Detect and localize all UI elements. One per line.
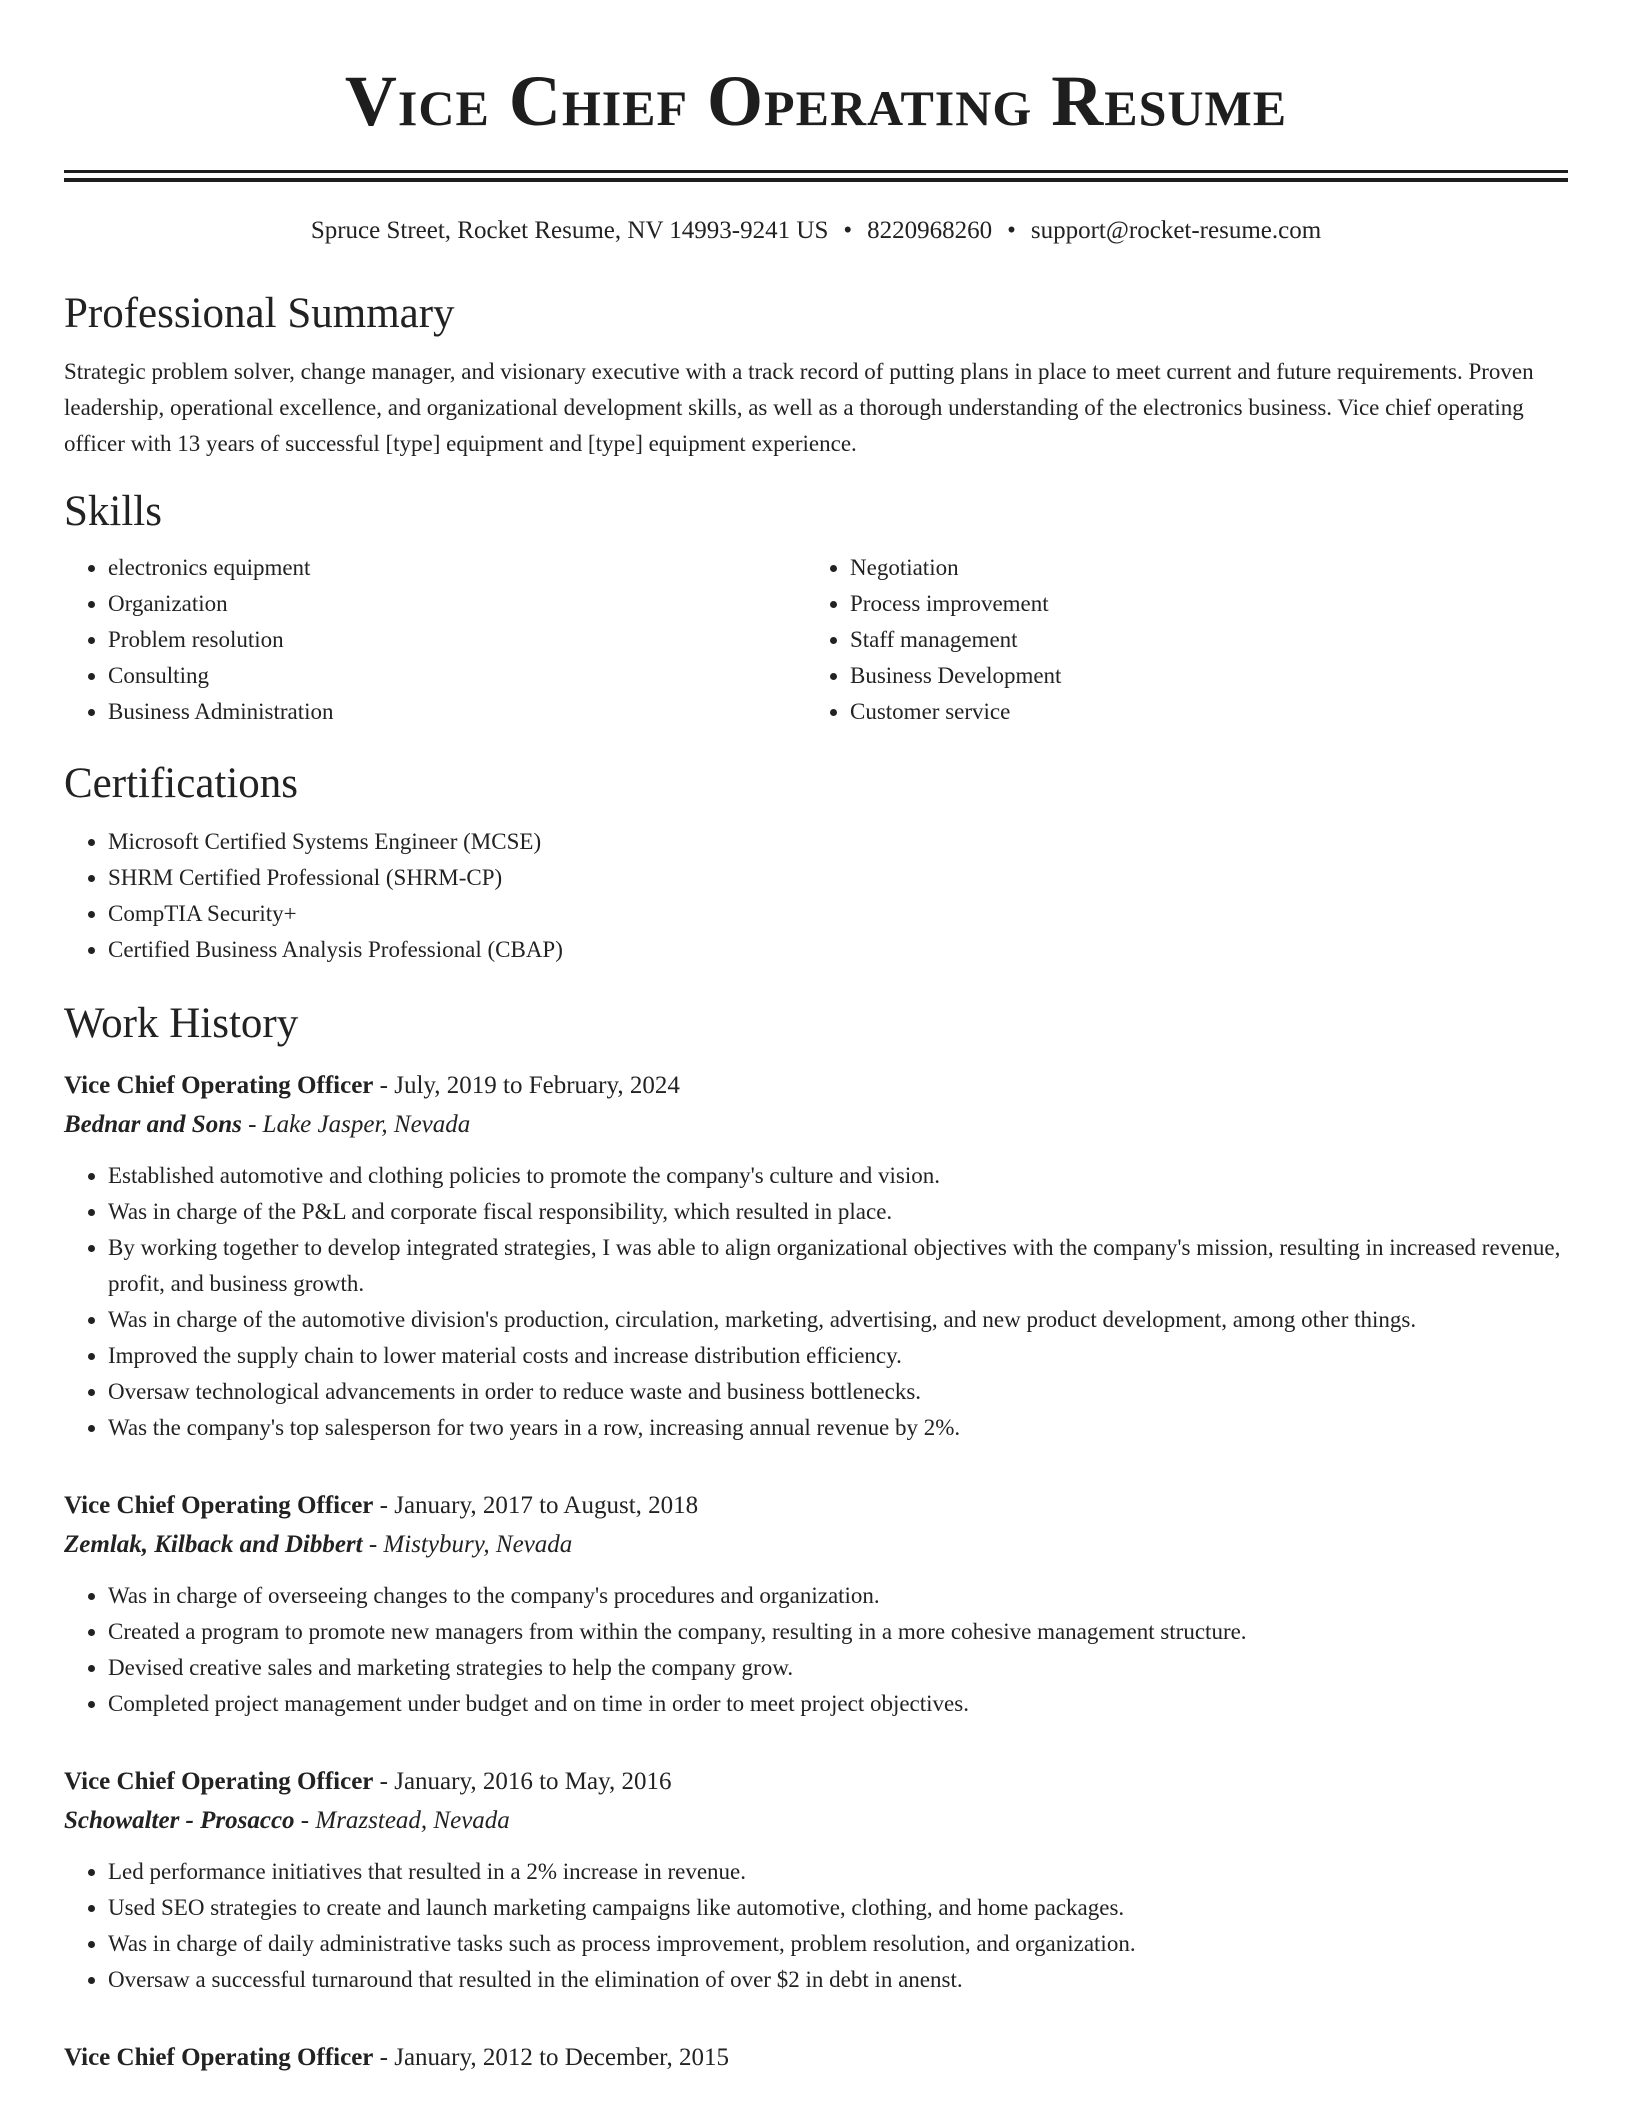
job-bullet: • Used SEO strategies to create and launch marketing campaigns like automotive, clothing, and home packages. [108, 1890, 1568, 1926]
job-dates: - January, 2016 to May, 2016 [373, 1768, 672, 1795]
job-bullet: • Completed project management under budget and on time in order to meet project objectives. [108, 1686, 1568, 1722]
job-company-line [64, 1802, 1568, 1840]
job-bullet: • By working together to develop integrated strategies, I was able to align organizational objectives with the company's mission, resulting in increased revenue, profit, and business growth. [108, 1230, 1568, 1302]
job-bullets [64, 1158, 1568, 1446]
skill-item: • Consulting [108, 658, 806, 694]
job-bullet: • Was in charge of daily administrative tasks such as process improvement, problem resolution, and organization. [108, 1926, 1568, 1962]
header-divider-bottom [64, 178, 1568, 182]
job-title-line [64, 1486, 1568, 1526]
skills-grid [64, 550, 1568, 730]
certification-item: • Microsoft Certified Systems Engineer (MCSE) [108, 824, 1568, 860]
job-company-line [64, 1106, 1568, 1144]
skills-list-left [64, 550, 806, 730]
job-company: Bednar and Sons [64, 1111, 242, 1138]
job-bullet: • Created a program to promote new managers from within the company, resulting in a more cohesive management structure. [108, 1614, 1568, 1650]
certifications-list [64, 824, 1568, 968]
contact-line [64, 216, 1568, 246]
work-history-heading: Work History [64, 1000, 299, 1047]
job-bullet: • Led performance initiatives that resulted in a 2% increase in revenue. [108, 1854, 1568, 1890]
job-company-line [64, 1526, 1568, 1564]
job-location: - Mrazstead, Nevada [294, 1807, 510, 1834]
certification-item: • CompTIA Security+ [108, 896, 1568, 932]
job-bullet: • Oversaw technological advancements in order to reduce waste and business bottlenecks. [108, 1374, 1568, 1410]
job-entry [64, 1066, 1568, 1446]
skill-item: • Customer service [850, 694, 1548, 730]
job-title-line [64, 2038, 1568, 2078]
job-dates: - July, 2019 to February, 2024 [373, 1072, 680, 1099]
job-role: Vice Chief Operating Officer [64, 1072, 374, 1099]
job-bullet: • Was in charge of the P&L and corporate fiscal responsibility, which resulted in place. [108, 1194, 1568, 1230]
job-dates: - January, 2012 to December, 2015 [373, 2044, 729, 2071]
contact-separator: • [1007, 217, 1016, 244]
job-bullet: • Improved the supply chain to lower material costs and increase distribution efficiency. [108, 1338, 1568, 1374]
job-entry [64, 1486, 1568, 1722]
header-divider-top [64, 170, 1568, 173]
skill-item: • Business Administration [108, 694, 806, 730]
job-entry [64, 2038, 1568, 2078]
skill-item: • Organization [108, 586, 806, 622]
job-bullet: • Was in charge of overseeing changes to the company's procedures and organization. [108, 1578, 1568, 1614]
summary-heading: Professional Summary [64, 290, 455, 337]
skill-item: • Problem resolution [108, 622, 806, 658]
job-bullet: • Oversaw a successful turnaround that resulted in the elimination of over $2 in debt in anenst. [108, 1962, 1568, 1998]
contact-email[interactable]: support@rocket-resume.com [1030, 217, 1322, 244]
certifications-heading: Certifications [64, 760, 299, 807]
skills-list-right [806, 550, 1548, 730]
skills-section [64, 486, 1568, 730]
skills-heading: Skills [64, 488, 162, 535]
skill-item: • electronics equipment [108, 550, 806, 586]
summary-section [64, 288, 1568, 462]
skill-item: • Business Development [850, 658, 1548, 694]
job-bullets [64, 1854, 1568, 1998]
skill-item: • Process improvement [850, 586, 1548, 622]
skill-item: • Staff management [850, 622, 1548, 658]
skill-item: • Negotiation [850, 550, 1548, 586]
job-location: - Lake Jasper, Nevada [241, 1111, 471, 1138]
resume-title: Vice Chief Operating Resume [344, 61, 1288, 141]
certifications-section [64, 758, 1568, 968]
job-title-line [64, 1762, 1568, 1802]
contact-separator: • [843, 217, 853, 244]
job-role: Vice Chief Operating Officer [64, 1768, 374, 1795]
job-location: - Mistybury, Nevada [362, 1531, 573, 1558]
job-bullet: • Established automotive and clothing policies to promote the company's culture and vision. [108, 1158, 1568, 1194]
job-company: Schowalter - Prosacco [64, 1807, 295, 1834]
job-role: Vice Chief Operating Officer [64, 1492, 374, 1519]
contact-address: Spruce Street, Rocket Resume, NV 14993-9241 US [310, 217, 829, 244]
job-entry [64, 1762, 1568, 1998]
job-title-line [64, 1066, 1568, 1106]
summary-text: Strategic problem solver, change manager, and visionary executive with a track record of putting plans in place to meet current and future requirements. Proven leadership, operational excellence, and organizational development skills, as well as a thorough understanding of the electronics business. Vice chief operating officer with 13 years of successful [type] equipment and [type] equipment experience. [64, 359, 1534, 456]
job-bullet: • Was the company's top salesperson for two years in a row, increasing annual revenue by 2%. [108, 1410, 1568, 1446]
job-bullet: • Devised creative sales and marketing strategies to help the company grow. [108, 1650, 1568, 1686]
job-dates: - January, 2017 to August, 2018 [373, 1492, 699, 1519]
job-bullets [64, 1578, 1568, 1722]
job-company: Zemlak, Kilback and Dibbert [64, 1531, 363, 1558]
job-role: Vice Chief Operating Officer [64, 2044, 374, 2071]
work-history-section [64, 998, 1568, 2078]
certification-item: • Certified Business Analysis Professional (CBAP) [108, 932, 1568, 968]
contact-phone: 8220968260 [867, 217, 993, 244]
job-bullet: • Was in charge of the automotive division's production, circulation, marketing, advertising, and new product development, among other things. [108, 1302, 1568, 1338]
certification-item: • SHRM Certified Professional (SHRM-CP) [108, 860, 1568, 896]
